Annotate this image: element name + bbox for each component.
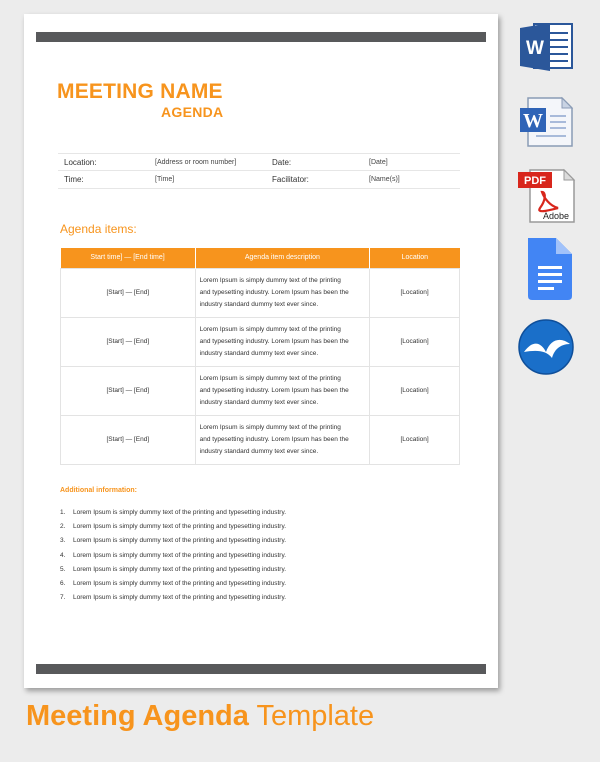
meeting-name-title: MEETING NAME xyxy=(57,80,223,103)
footer-title-light: Template xyxy=(256,700,375,732)
table-row xyxy=(61,317,460,366)
desc-line: and typesetting industry. Lorem Ipsum has been the xyxy=(199,435,349,443)
list-number: 7. xyxy=(60,594,66,602)
word-icon[interactable] xyxy=(516,22,576,72)
desc-line: and typesetting industry. Lorem Ipsum has been the xyxy=(199,337,349,345)
pdf-label: PDF xyxy=(524,175,546,187)
openoffice-icon[interactable] xyxy=(516,318,578,376)
row-location: [Location] xyxy=(370,317,460,366)
table-row xyxy=(61,366,460,415)
row-description xyxy=(195,317,370,366)
row-time: [Start] — [End] xyxy=(61,268,196,317)
desc-line: industry standard dummy text ever since. xyxy=(199,300,319,308)
list-text: Lorem Ipsum is simply dummy text of the printing and typesetting industry. xyxy=(73,594,287,602)
facilitator-label: Facilitator: xyxy=(272,175,309,184)
list-item xyxy=(60,552,286,566)
list-item xyxy=(60,523,286,537)
desc-line: Lorem Ipsum is simply dummy text of the printing xyxy=(199,276,341,284)
row-time: [Start] — [End] xyxy=(61,366,196,415)
adobe-label: Adobe xyxy=(542,211,570,221)
row-time: [Start] — [End] xyxy=(61,415,196,464)
list-number: 6. xyxy=(60,579,66,587)
row-description xyxy=(195,366,370,415)
list-number: 5. xyxy=(60,565,66,573)
list-item xyxy=(60,566,286,580)
agenda-table xyxy=(60,248,460,465)
word-classic-letter: W xyxy=(523,110,543,132)
header-time: Start time] — [End time] xyxy=(61,248,196,268)
row-location: [Location] xyxy=(370,415,460,464)
desc-line: Lorem Ipsum is simply dummy text of the printing xyxy=(199,423,341,431)
row-description xyxy=(195,268,370,317)
footer-title-bold: Meeting Agenda xyxy=(26,700,249,732)
agenda-subtitle: AGENDA xyxy=(161,104,224,120)
desc-line: industry standard dummy text ever since. xyxy=(199,349,319,357)
list-item xyxy=(60,594,286,608)
row-location: [Location] xyxy=(370,366,460,415)
list-text: Lorem Ipsum is simply dummy text of the printing and typesetting industry. xyxy=(73,565,287,573)
pdf-icon[interactable] xyxy=(516,168,578,224)
list-number: 2. xyxy=(60,523,66,531)
list-number: 1. xyxy=(60,509,66,516)
header-location: Location xyxy=(370,248,460,268)
row-time: [Start] — [End] xyxy=(61,317,196,366)
agenda-header-row xyxy=(61,248,460,268)
additional-info-heading: Additional information: xyxy=(60,487,137,494)
list-text: Lorem Ipsum is simply dummy text of the printing and typesetting industry. xyxy=(73,579,287,587)
list-number: 4. xyxy=(60,551,66,559)
list-text: Lorem Ipsum is simply dummy text of the printing and typesetting industry. xyxy=(73,551,287,559)
list-item xyxy=(60,509,286,523)
bottom-divider-bar xyxy=(36,664,486,674)
list-text: Lorem Ipsum is simply dummy text of the printing and typesetting industry. xyxy=(73,523,287,531)
desc-line: Lorem Ipsum is simply dummy text of the printing xyxy=(199,374,341,382)
desc-line: industry standard dummy text ever since. xyxy=(199,398,319,406)
time-label: Time: xyxy=(64,175,84,184)
row-location: [Location] xyxy=(370,268,460,317)
additional-info-list xyxy=(60,509,286,608)
list-item xyxy=(60,580,286,594)
document-page xyxy=(24,14,498,688)
list-item xyxy=(60,537,286,551)
list-number: 3. xyxy=(60,537,66,545)
desc-line: and typesetting industry. Lorem Ipsum has been the xyxy=(199,288,349,296)
facilitator-value: [Name(s)] xyxy=(369,176,400,183)
location-value: [Address or room number] xyxy=(155,158,237,166)
word-classic-icon[interactable] xyxy=(516,96,576,148)
desc-line: industry standard dummy text ever since. xyxy=(199,447,319,455)
date-value: [Date] xyxy=(369,158,388,166)
location-label: Location: xyxy=(64,157,97,167)
agenda-items-heading: Agenda items: xyxy=(60,222,137,236)
info-row-time xyxy=(58,171,460,189)
google-docs-icon[interactable] xyxy=(516,236,576,302)
table-row xyxy=(61,415,460,464)
time-value: [Time] xyxy=(155,176,175,183)
table-row xyxy=(61,268,460,317)
meeting-info-table xyxy=(58,153,460,189)
list-text: Lorem Ipsum is simply dummy text of the printing and typesetting industry. xyxy=(73,537,287,545)
word-letter: W xyxy=(526,38,544,59)
info-row-location xyxy=(58,153,460,171)
desc-line: and typesetting industry. Lorem Ipsum has been the xyxy=(199,386,349,394)
desc-line: Lorem Ipsum is simply dummy text of the printing xyxy=(199,325,341,333)
top-divider-bar xyxy=(36,32,486,42)
list-text: Lorem Ipsum is simply dummy text of the printing and typesetting industry. xyxy=(73,509,287,516)
row-description xyxy=(195,415,370,464)
date-label: Date: xyxy=(272,157,292,167)
page-footer-title xyxy=(26,700,374,733)
header-description: Agenda item description xyxy=(195,248,370,268)
